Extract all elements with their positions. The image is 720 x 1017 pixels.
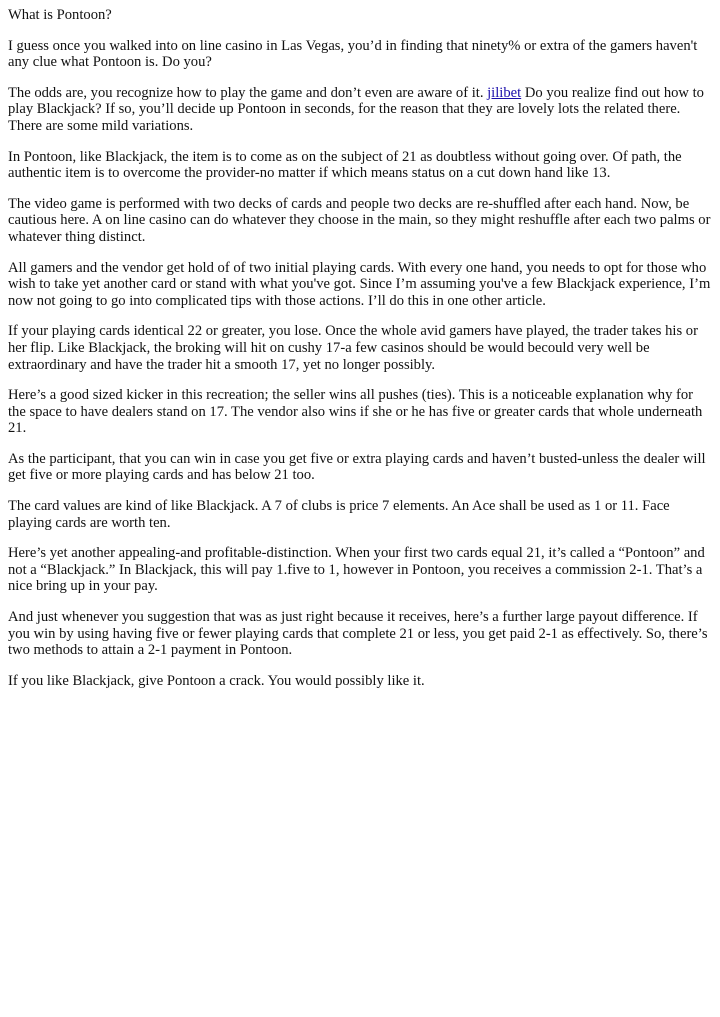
article-title: What is Pontoon? bbox=[8, 7, 112, 23]
paragraph-pontoon-payout: Here’s yet another appealing-and profitable-distinction. When your first two cards equal 21, it’s called a “Pontoon” and not a “Blackjack.” In Blackjack, this will pay 1.five to 1, however in Pontoon, you receives a commission 2-1. That’s a nice bring up in your pay. bbox=[8, 545, 705, 595]
paragraph-decks: The video game is performed with two decks of cards and people two decks are re-shuffled after each hand. Now, be cautious here. A on line casino can do whatever they choose in the main, so they might reshuffle after each two palms or whatever thing distinct. bbox=[8, 195, 711, 245]
paragraph-odds-text-1: The odds are, you recognize how to play the game and don’t even are aware of it. bbox=[8, 84, 488, 101]
paragraph-initial-cards: All gamers and the vendor get hold of of two initial playing cards. With every one hand, you needs to opt for those who wish to take yet another card or stand with what you've got. Since I’m assuming you've a few Blackjack experience, I’m now not going to go into complicated tips with those actions. I’ll do this in one other article. bbox=[8, 259, 711, 309]
paragraph-odds-text-2: Do you realize find out how to play Blackjack? If so, you’ll decide up Pontoon in seconds, for the reason that they are lovely lots the related there. There are some mild variations. bbox=[8, 84, 704, 134]
paragraph-objective: In Pontoon, like Blackjack, the item is to come as on the subject of 21 as doubtless without going over. Of path, the authentic item is to overcome the provider-no matter if which means status on a cut down hand like 13. bbox=[8, 148, 682, 182]
paragraph-odds bbox=[8, 85, 713, 135]
paragraph-five-card-payout: And just whenever you suggestion that was as just right because it receives, here’s a further large payout difference. If you win by using having five or fewer playing cards that complete 21 or less, you get paid 2-1 as effectively. So, there’s two methods to attain a 2-1 payment in Pontoon. bbox=[8, 609, 708, 659]
paragraph-bust: If your playing cards identical 22 or greater, you lose. Once the whole avid gamers have played, the trader takes his or her flip. Like Blackjack, the broking will hit on cushy 17-a few casinos should be would becould very well be extraordinary and have the trader hit a smooth 17, yet no longer possibly. bbox=[8, 323, 698, 373]
paragraph-intro: I guess once you walked into on line casino in Las Vegas, you’d in finding that ninety% or extra of the gamers haven't any clue what Pontoon is. Do you? bbox=[8, 37, 698, 71]
paragraph-pushes: Here’s a good sized kicker in this recreation; the seller wins all pushes (ties). This is a noticeable explanation why for the space to have dealers stand on 17. The vendor also wins if she or he has five or greater cards that whole underneath 21. bbox=[8, 387, 703, 437]
paragraph-card-values: The card values are kind of like Blackjack. A 7 of clubs is price 7 elements. An Ace shall be used as 1 or 11. Face playing cards are worth ten. bbox=[8, 498, 670, 531]
jilibet-link[interactable]: jilibet bbox=[487, 84, 522, 101]
paragraph-five-cards: As the participant, that you can win in case you get five or extra playing cards and haven’t busted-unless the dealer will get five or more playing cards and has below 21 too. bbox=[8, 450, 706, 484]
paragraph-conclusion: If you like Blackjack, give Pontoon a crack. You would possibly like it. bbox=[8, 672, 425, 689]
